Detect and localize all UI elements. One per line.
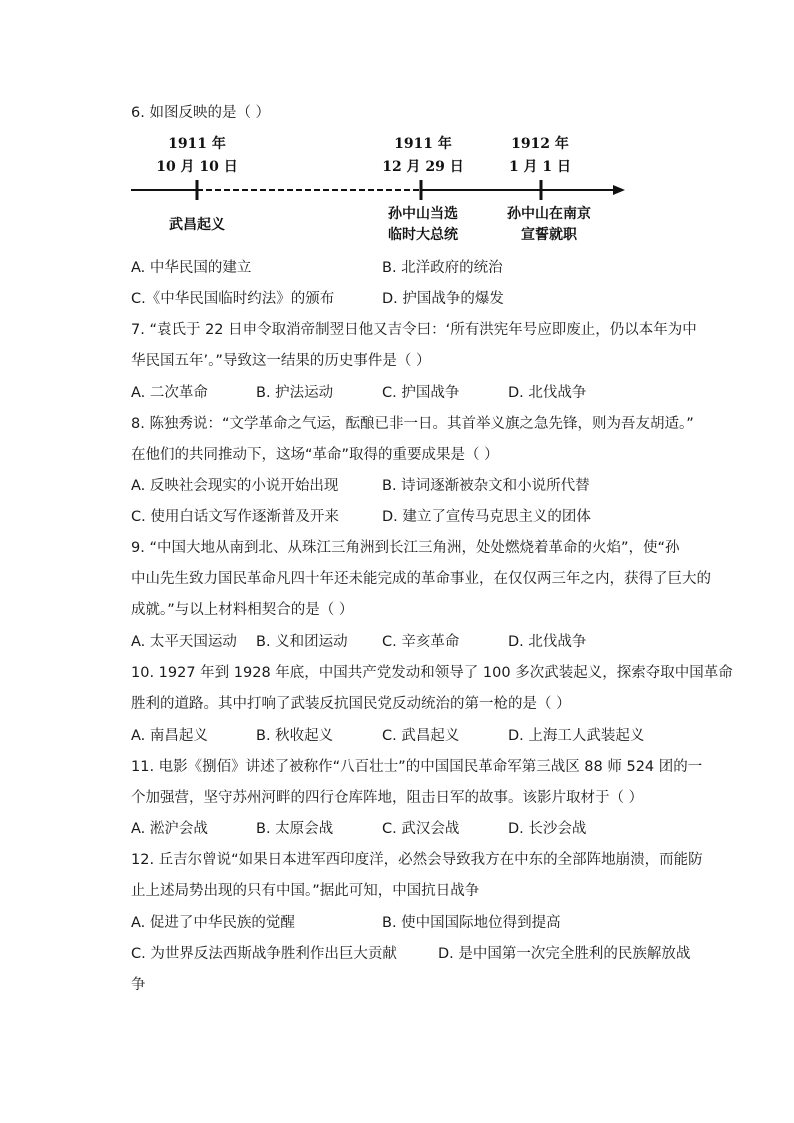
q10-option-d[interactable]: D. 上海工人武装起义 bbox=[508, 728, 645, 744]
q9-option-c[interactable]: C. 辛亥革命 bbox=[382, 634, 460, 650]
q8-stem-line1: 8. 陈独秀说：“文学革命之气运，酝酿已非一日。其首举义旗之急先锋，则为吾友胡适。” bbox=[131, 416, 694, 432]
q7-option-b[interactable]: B. 护法运动 bbox=[256, 385, 334, 401]
q12-stem-line1: 12. 丘吉尔曾说“如果日本进军西印度洋，必然会导致我方在中东的全部阵地崩溃，而能防 bbox=[131, 852, 703, 868]
q9-stem-line2: 中山先生致力国民革命凡四十年还未能完成的革命事业，在仅仅两三年之内，获得了巨大的 bbox=[131, 571, 711, 587]
timeline-event-2-line2: 临时大总统 bbox=[388, 227, 458, 243]
timeline-date-2: 12 月 29 日 bbox=[382, 159, 464, 175]
q6-option-d[interactable]: D. 护国战争的爆发 bbox=[382, 291, 504, 307]
q12-option-d-continuation: 争 bbox=[131, 977, 146, 993]
q11-stem-line2: 个加强营，坚守苏州河畔的四行仓库阵地，阻击日军的故事。该影片取材于（ ） bbox=[131, 790, 644, 806]
timeline-event-3-line1: 孙中山在南京 bbox=[507, 206, 591, 222]
timeline-year-3: 1912 年 bbox=[511, 136, 569, 152]
timeline-date-1: 10 月 10 日 bbox=[156, 159, 238, 175]
timeline-event-2-line1: 孙中山当选 bbox=[388, 206, 458, 222]
timeline-arrow-icon bbox=[613, 185, 625, 195]
q7-option-c[interactable]: C. 护国战争 bbox=[382, 385, 460, 401]
q10-stem-line1: 10. 1927 年到 1928 年底，中国共产党发动和领导了 100 多次武装起义，探索夺取中国革命 bbox=[131, 665, 733, 681]
timeline-event-3-line2: 宣誓就职 bbox=[521, 227, 577, 243]
q12-option-c[interactable]: C. 为世界反法西斯战争胜利作出巨大贡献 bbox=[131, 946, 397, 962]
q11-option-c[interactable]: C. 武汉会战 bbox=[382, 821, 460, 837]
q7-option-d[interactable]: D. 北伐战争 bbox=[508, 385, 587, 401]
q8-option-b[interactable]: B. 诗词逐渐被杂文和小说所代替 bbox=[382, 478, 590, 494]
q6-option-b[interactable]: B. 北洋政府的统治 bbox=[382, 260, 503, 276]
q12-option-b[interactable]: B. 使中国国际地位得到提高 bbox=[382, 915, 561, 931]
q7-stem-line1: 7. “袁氏于 22 日申令取消帝制翌日他又吉令曰：‘所有洪宪年号应即废止，仍以本年为中 bbox=[131, 322, 697, 338]
q9-stem-line3: 成就。”与以上材料相契合的是（ ） bbox=[131, 602, 354, 618]
q11-option-a[interactable]: A. 淞沪会战 bbox=[131, 821, 208, 837]
timeline-date-3: 1 月 1 日 bbox=[508, 159, 572, 175]
q6-timeline bbox=[131, 130, 631, 245]
q8-option-d[interactable]: D. 建立了宣传马克思主义的团体 bbox=[382, 509, 591, 525]
q12-option-d[interactable]: D. 是中国第一次完全胜利的民族解放战 bbox=[438, 946, 691, 962]
q11-option-b[interactable]: B. 太原会战 bbox=[256, 821, 334, 837]
q9-stem-line1: 9. “中国大地从南到北、从珠江三角洲到长江三角洲，处处燃烧着革命的火焰”，使“孙 bbox=[131, 540, 680, 556]
q10-option-c[interactable]: C. 武昌起义 bbox=[382, 728, 460, 744]
q6-stem: 6. 如图反映的是（ ） bbox=[131, 105, 271, 121]
q8-option-c[interactable]: C. 使用白话文写作逐渐普及开来 bbox=[131, 509, 339, 525]
q6-option-c[interactable]: C.《中华民国临时约法》的颁布 bbox=[131, 291, 335, 307]
timeline-year-2: 1911 年 bbox=[394, 136, 452, 152]
q9-option-a[interactable]: A. 太平天国运动 bbox=[131, 634, 237, 650]
q10-stem-line2: 胜利的道路。其中打响了武装反抗国民党反动统治的第一枪的是（ ） bbox=[131, 696, 571, 712]
timeline-event-1: 武昌起义 bbox=[169, 217, 225, 233]
q8-stem-line2: 在他们的共同推动下，这场“革命”取得的重要成果是（ ） bbox=[131, 447, 499, 463]
q7-option-a[interactable]: A. 二次革命 bbox=[131, 385, 208, 401]
q11-option-d[interactable]: D. 长沙会战 bbox=[508, 821, 587, 837]
q9-option-b[interactable]: B. 义和团运动 bbox=[256, 634, 348, 650]
timeline-year-1: 1911 年 bbox=[168, 136, 226, 152]
q7-stem-line2: 华民国五年’。”导致这一结果的历史事件是（ ） bbox=[131, 353, 431, 369]
q12-option-a[interactable]: A. 促进了中华民族的觉醒 bbox=[131, 915, 295, 931]
q10-option-a[interactable]: A. 南昌起义 bbox=[131, 728, 208, 744]
q9-option-d[interactable]: D. 北伐战争 bbox=[508, 634, 587, 650]
q10-option-b[interactable]: B. 秋收起义 bbox=[256, 728, 334, 744]
q6-option-a[interactable]: A. 中华民国的建立 bbox=[131, 260, 252, 276]
q12-stem-line2: 止上述局势出现的只有中国。”据此可知，中国抗日战争 bbox=[131, 883, 480, 899]
q8-option-a[interactable]: A. 反映社会现实的小说开始出现 bbox=[131, 478, 339, 494]
q11-stem-line1: 11. 电影《捌佰》讲述了被称作“八百壮士”的中国国民革命军第三战区 88 师 524 团的一 bbox=[131, 759, 703, 775]
